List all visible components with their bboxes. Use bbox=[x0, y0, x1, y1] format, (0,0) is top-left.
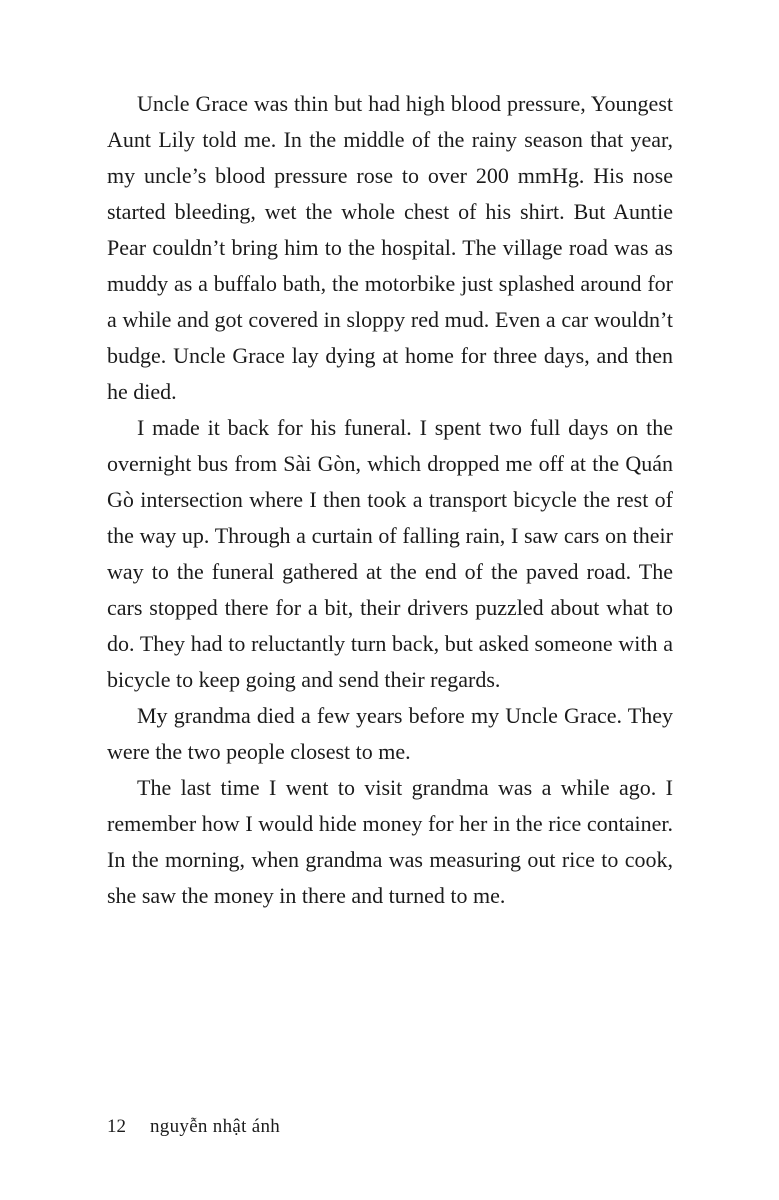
page-footer bbox=[107, 1114, 673, 1140]
paragraph-4: The last time I went to visit grandma was a while ago. I remember how I would hide money for her in the rice container. In the morning, when grandma was measuring out rice to cook, she saw the money in there and turned to me. bbox=[107, 775, 673, 908]
paragraph-1: Uncle Grace was thin but had high blood pressure, Youngest Aunt Lily told me. In the middle of the rainy season that year, my uncle’s blood pressure rose to over 200 mmHg. His nose started bleeding, wet the whole chest of his shirt. But Auntie Pear couldn’t bring him to the hospital. The village road was as muddy as a buffalo bath, the motorbike just splashed around for a while and got covered in sloppy red mud. Even a car wouldn’t budge. Uncle Grace lay dying at home for three days, and then he died. bbox=[107, 91, 673, 404]
body-text bbox=[107, 86, 673, 914]
paragraph-3: My grandma died a few years before my Uncle Grace. They were the two people closest to me. bbox=[107, 703, 673, 764]
paragraph-2: I made it back for his funeral. I spent two full days on the overnight bus from Sài Gòn, which dropped me off at the Quán Gò intersection where I then took a transport bicycle the rest of the way up. Through a curtain of falling rain, I saw cars on their way to the funeral gathered at the end of the paved road. The cars stopped there for a bit, their drivers puzzled about what to do. They had to reluctantly turn back, but asked someone with a bicycle to keep going and send their regards. bbox=[107, 415, 673, 692]
page-number: 12 bbox=[107, 1116, 126, 1137]
author-name: nguyễn nhật ánh bbox=[150, 1116, 281, 1137]
